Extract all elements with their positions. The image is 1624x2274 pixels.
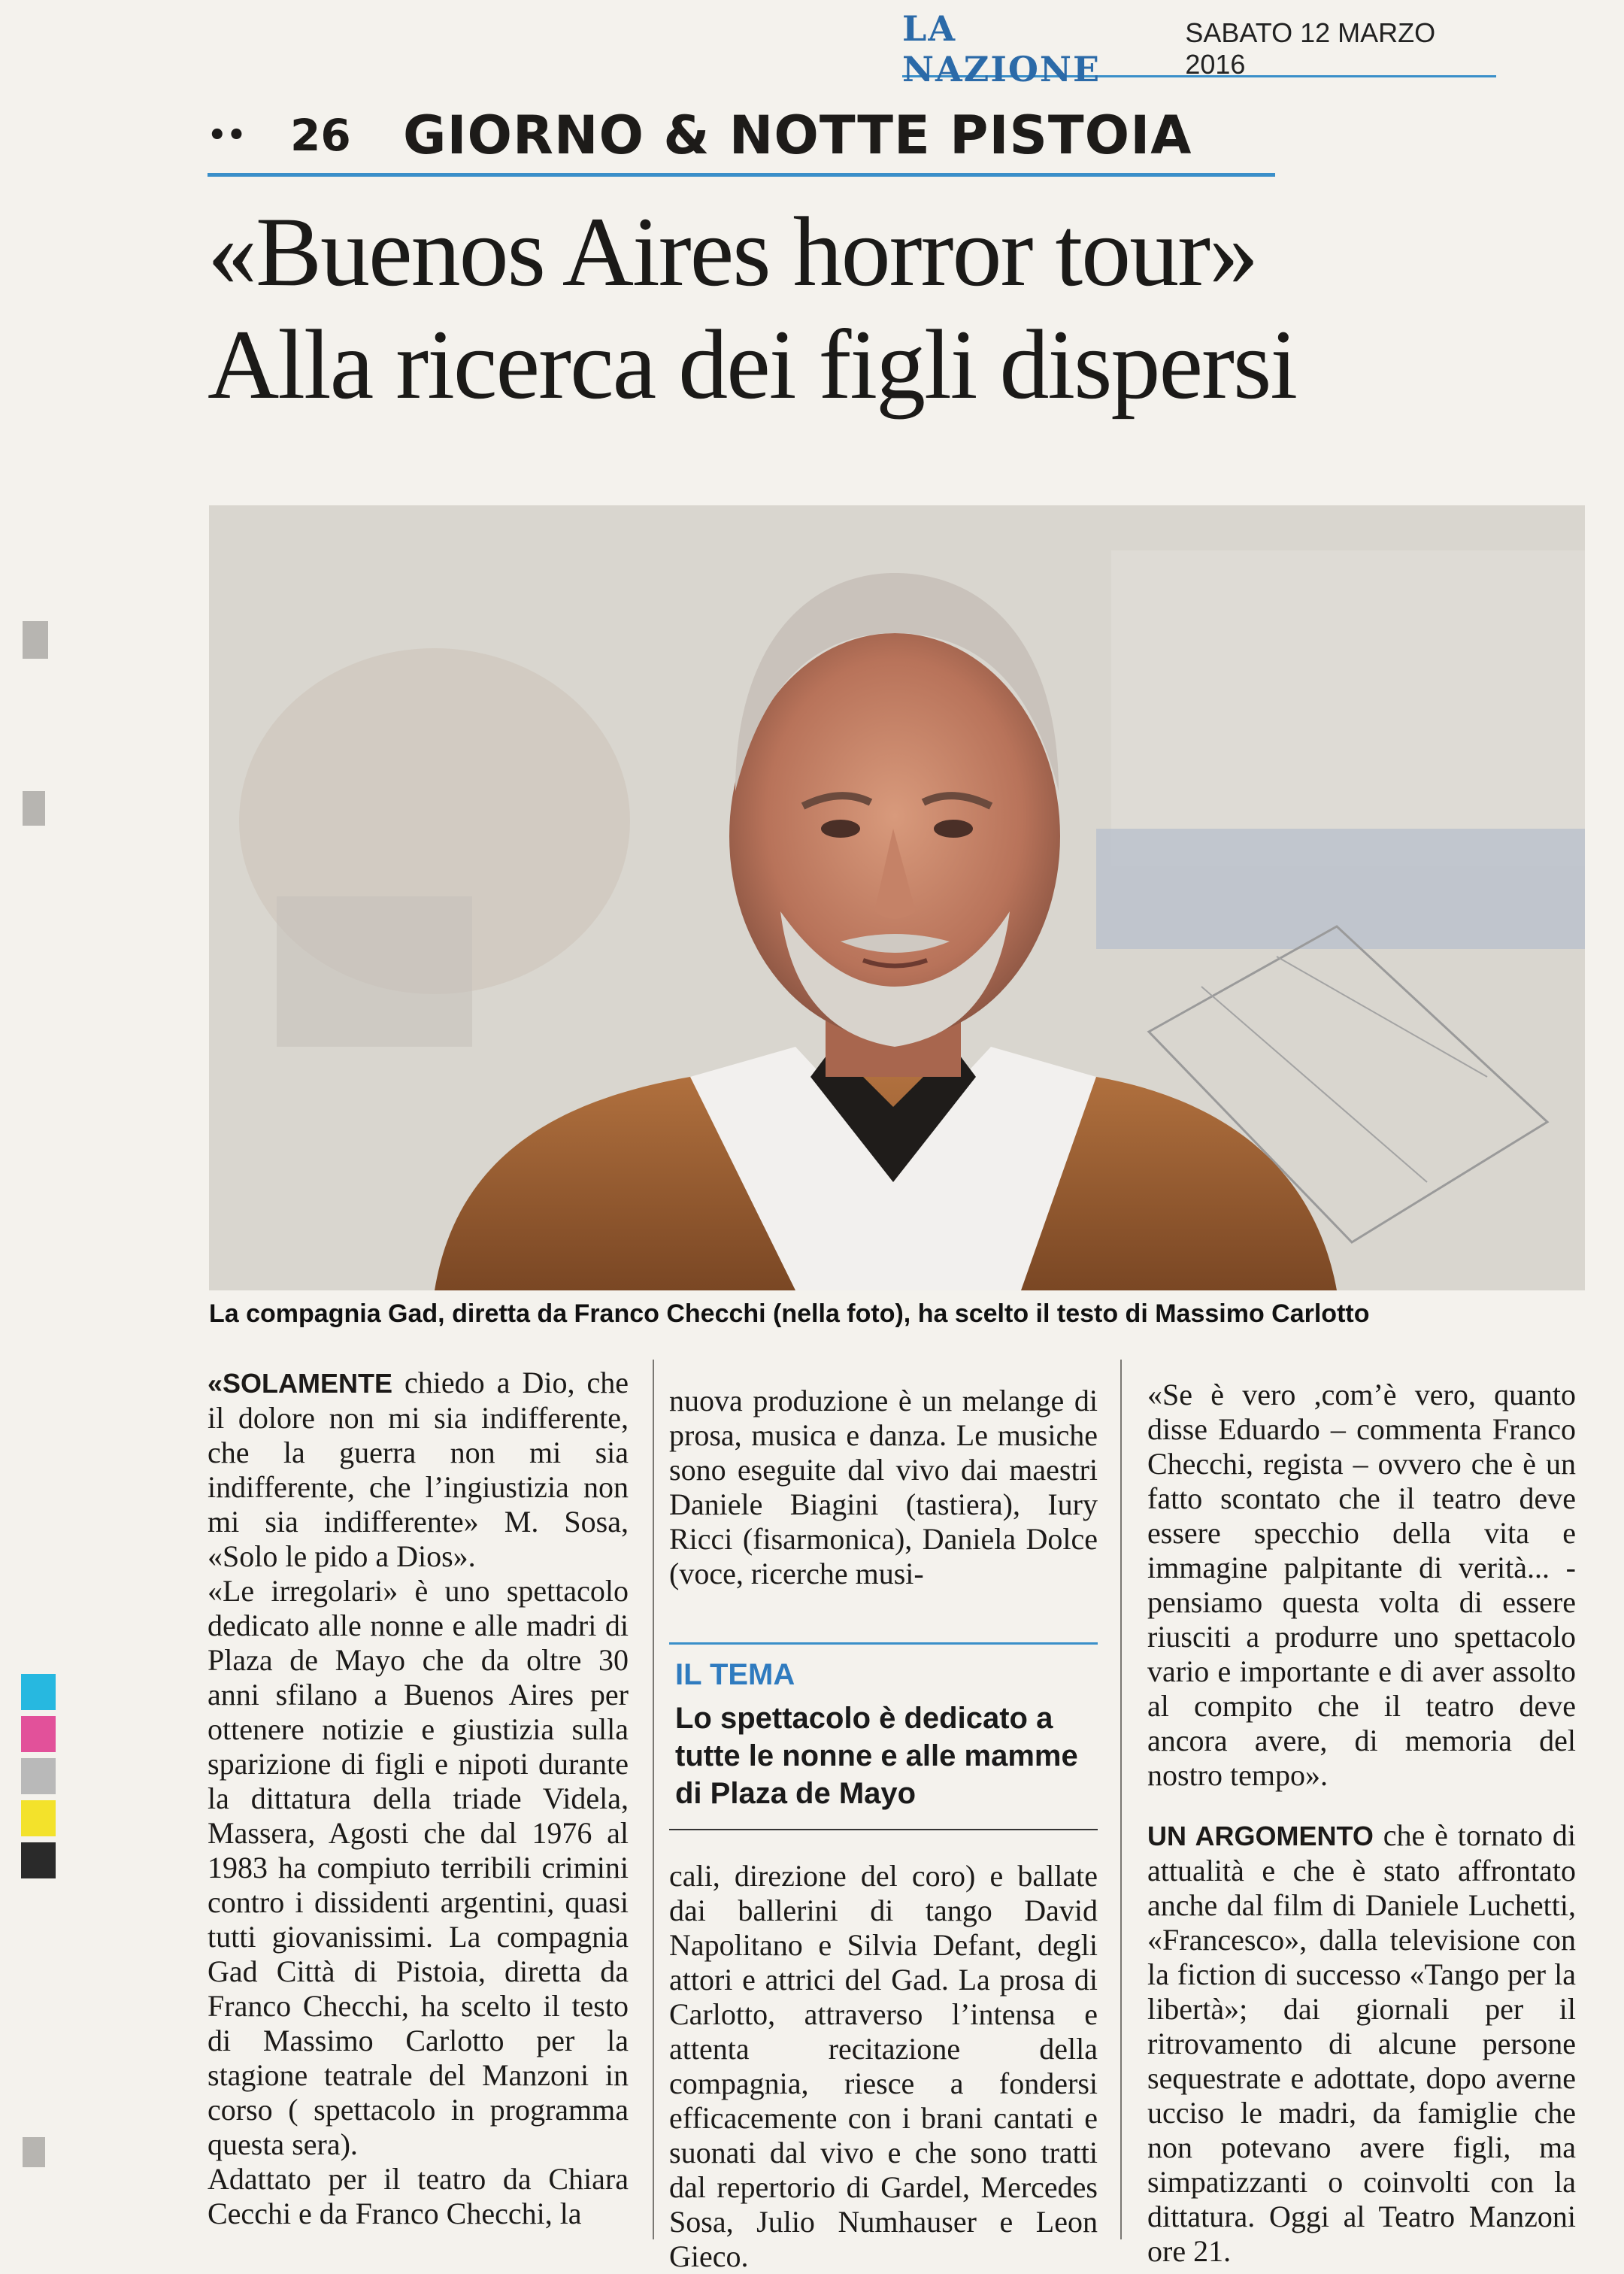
headline-line-2: Alla ricerca dei figli dispersi xyxy=(208,309,1297,420)
paragraph: «Le irregolari» è uno spettacolo dedicato alle nonne e alle madri di Plaza de Mayo che da oltre 30 anni sfilano a Buenos Aires per ottenere notizie e giustizia sulla sparizione di figli e nipoti durante la dittatura della triade Videla, Massera, Agosti che dal 1976 al 1983 ha compiuto terribili crimini contro i dissidenti argentini, quasi tutti giovanissimi. La compagnia Gad Città di Pistoia, diretta da Franco Checchi, ha scelto il testo di Massimo Carlotto per la stagione teatrale del Manzoni in corso ( spettacolo in programma questa sera). xyxy=(208,1574,629,2161)
newspaper-name: LA NAZIONE xyxy=(902,8,1101,89)
article-column-2 xyxy=(669,1384,1098,1591)
theme-label: IL TEMA xyxy=(675,1658,795,1691)
section-header xyxy=(208,98,1275,177)
article-column-1 xyxy=(208,1366,629,2231)
argument-text: che è tornato di attualità e che è stato affrontato anche dal film di Daniele Luchetti, «Francesco», dalla televisione con la fiction di successo «Tango per la libertà»; dai giornali per il ritrovamento di alcune persone sequestrate e adottate, dopo averne ucciso le madri, da famiglie che non potevano avere figli, ma simpatizzanti o coinvolti con la dittatura. Oggi al Teatro Manzoni ore 21. xyxy=(1147,1818,1576,2268)
paragraph: nuova produzione è un melange di prosa, musica e danza. Le musiche sono eseguite dal vivo dai maestri Daniele Biagini (tastiera), Iury Ricci (fisarmonica), Daniela Dolce (voce, ricerche musi- xyxy=(669,1384,1098,1590)
cyan-swatch xyxy=(21,1674,56,1710)
portrait-illustration xyxy=(209,505,1585,1290)
scan-mark xyxy=(23,791,45,826)
column-rule xyxy=(1120,1360,1122,2239)
theme-text: Lo spettacolo è dedicato a tutte le nonne e alle mamme di Plaza de Mayo xyxy=(675,1702,1078,1810)
photo-caption: La compagnia Gad, diretta da Franco Checchi (nella foto), ha scelto il testo di Massimo Carlotto xyxy=(209,1299,1370,1328)
page-number: 26 xyxy=(290,110,351,161)
black-swatch xyxy=(21,1842,56,1878)
paragraph: Adattato per il teatro da Chiara Cecchi e da Franco Checchi, la xyxy=(208,2162,629,2230)
paragraph-intro xyxy=(208,1366,629,1574)
lead-word: UN ARGOMENTO xyxy=(1147,1821,1374,1851)
paragraph-quote: «Se è vero ,com’è vero, quanto disse Eduardo – commenta Franco Checchi, regista – ovvero che è un fatto scontato che il teatro deve essere specchio della vita e immagine palpitante di verità... - pensiamo questa volta di essere riusciti a produrre uno spettacolo vario e importante e di aver assolto al compito che il teatro deve ancora avere, di memoria del nostro tempo». xyxy=(1147,1378,1576,1792)
yellow-swatch xyxy=(21,1800,56,1836)
theme-box xyxy=(669,1642,1098,1830)
column-rule xyxy=(653,1360,654,2239)
lead-word: «SOLAMENTE xyxy=(208,1368,393,1399)
article-photo xyxy=(209,505,1585,1290)
magenta-swatch xyxy=(21,1716,56,1752)
intro-text: chiedo a Dio, che il dolore non mi sia indifferente, che la guerra non mi sia indifferente, che l’ingiustizia non mi sia indifferente» M. Sosa, «Solo le pido a Dios». xyxy=(208,1366,629,1573)
paragraph: cali, direzione del coro) e ballate dai ballerini di tango David Napolitano e Silvia Defant, degli attori e attrici del Gad. La prosa di Carlotto, attraverso l’intensa e attenta recitazione della compagnia, riesce a fondersi efficacemente con i brani cantati e suonati dal vivo e che sono tratti dal repertorio di Gardel, Mercedes Sosa, Julio Numhauser e Leon Gieco. xyxy=(669,1859,1098,2273)
article-column-3 xyxy=(1147,1378,1576,2269)
headline-line-1: «Buenos Aires horror tour» xyxy=(208,196,1258,307)
scan-mark xyxy=(23,2137,45,2167)
headline xyxy=(208,196,1576,421)
gray-swatch xyxy=(21,1758,56,1794)
issue-date: SABATO 12 MARZO 2016 xyxy=(1185,17,1436,80)
article-column-2-continued xyxy=(669,1859,1098,2274)
section-dots: •• xyxy=(208,118,247,153)
color-calibration-strip xyxy=(21,1674,56,1884)
scan-mark xyxy=(23,621,48,659)
masthead xyxy=(902,8,1496,89)
section-title: GIORNO & NOTTE PISTOIA xyxy=(403,105,1192,166)
paragraph-argument xyxy=(1147,1818,1576,2269)
